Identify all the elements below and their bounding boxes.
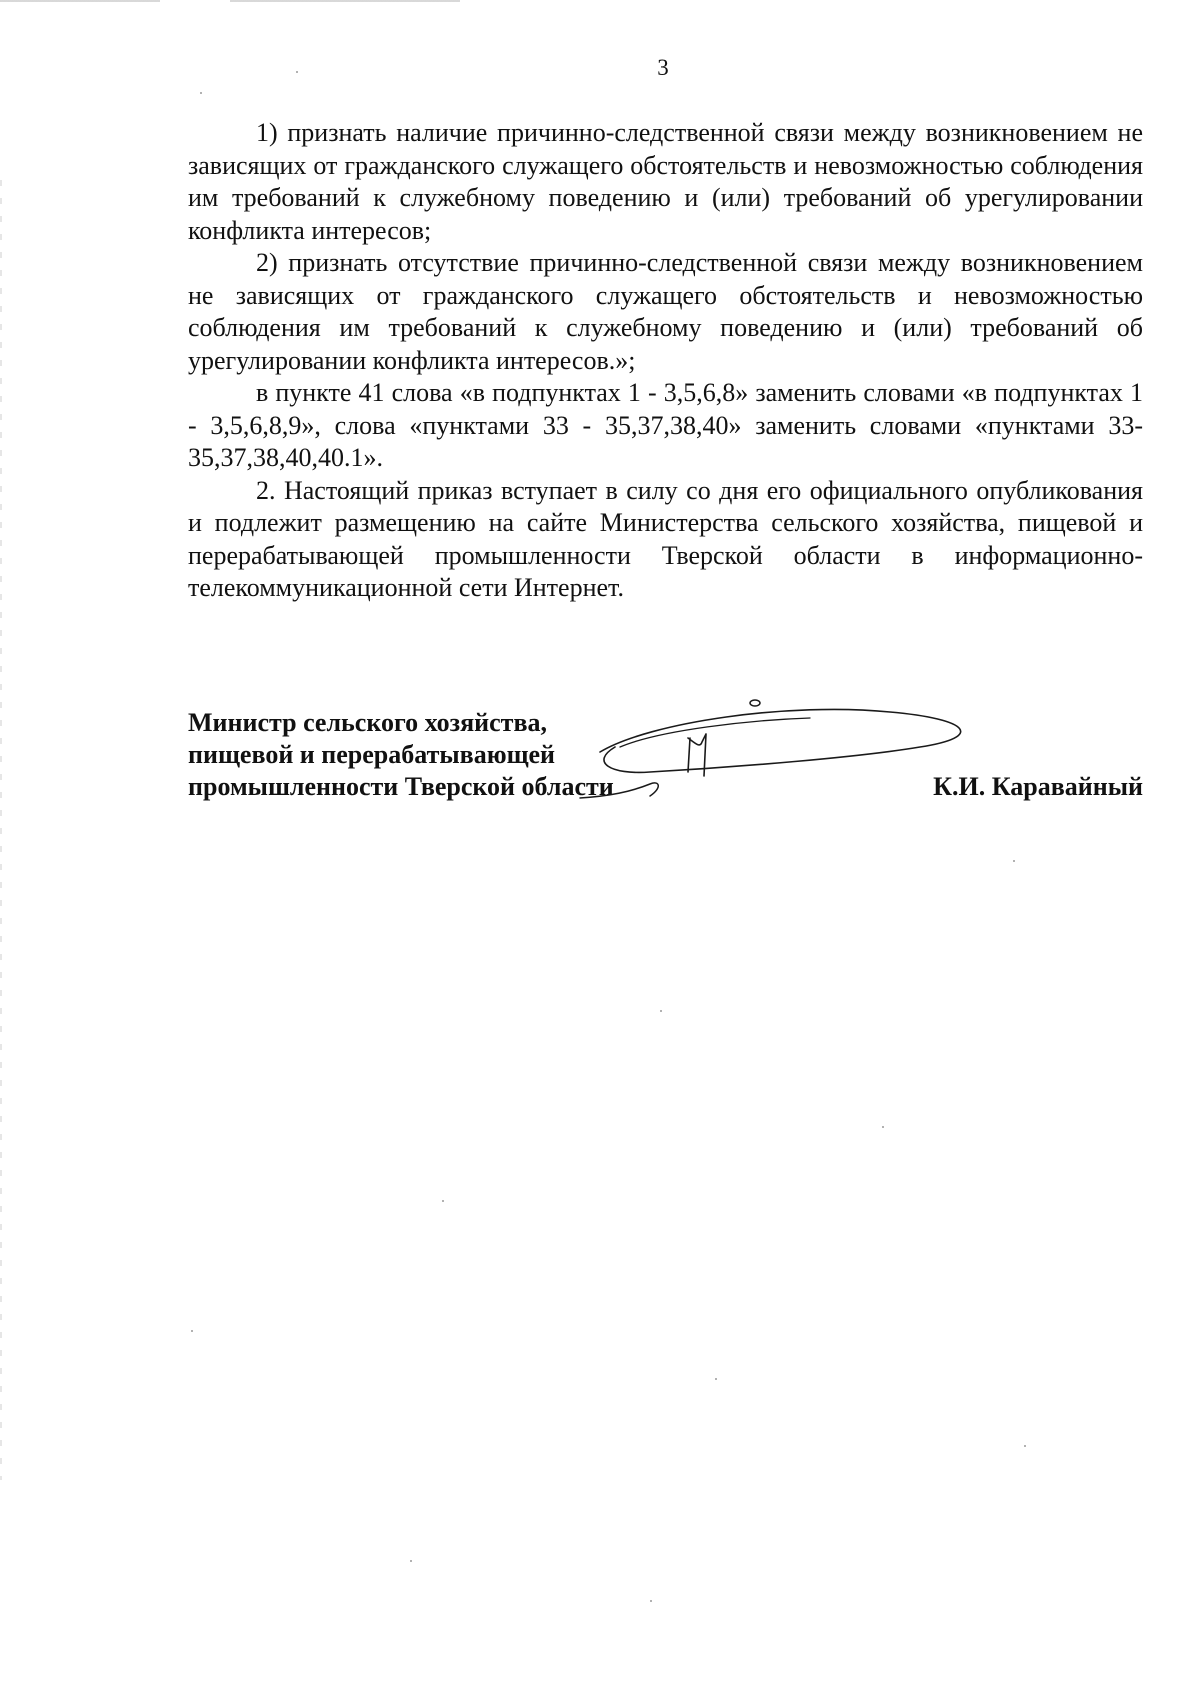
scan-speck (296, 71, 298, 73)
signatory-title-line: Министр сельского хозяйства, (188, 708, 547, 737)
scan-speck (1013, 860, 1015, 862)
scan-speck (191, 1330, 193, 1332)
scan-speck (200, 92, 202, 94)
paragraph-effective-date: 2. Настоящий приказ вступает в силу со дня его официального опубликования и подлежит размещению на сайте Министерства сельского хозяйства, пищевой и перерабатывающей промышленности Тверской области в информационно-телекоммуникационной сети Интернет. (188, 475, 1143, 602)
scan-speck (882, 1126, 884, 1128)
page-number: 3 (657, 55, 669, 80)
paragraph-item-1: 1) признать наличие причинно-следственной связи между возникновением не зависящих от гражданского служащего обстоятельств и невозможностью соблюдения им требований к служебному поведению и (или) требований об урегулировании конфликта интересов; (188, 118, 1143, 245)
document-body (188, 117, 1143, 605)
paragraph-amendment-41: в пункте 41 слова «в подпунктах 1 - 3,5,6,8» заменить словами «в подпунктах 1 - 3,5,6,8,9», слова «пунктами 33 - 35,37,38,40» заменить словами «пунктами 33-35,37,38,40,40.1». (188, 378, 1143, 472)
scan-speck (715, 1378, 717, 1380)
scan-edge-left (0, 180, 2, 1480)
scan-speck (1024, 1445, 1026, 1447)
signatory-title (188, 707, 614, 803)
scan-speck (410, 1560, 412, 1562)
handwritten-signature (590, 692, 980, 822)
signatory-title-line: пищевой и перерабатывающей (188, 740, 556, 769)
scan-speck (660, 1010, 662, 1012)
signatory-title-line: промышленности Тверской области (188, 772, 614, 801)
signatory-name: К.И. Каравайный (933, 772, 1143, 801)
scan-speck (442, 1200, 444, 1202)
scan-speck (650, 1600, 652, 1602)
paragraph-item-2: 2) признать отсутствие причинно-следственной связи между возникновением не зависящих от гражданского служащего обстоятельств и невозможностью соблюдения им требований к служебному поведению и (или) требований об урегулировании конфликта интересов.»; (188, 248, 1143, 375)
scan-edge-top (0, 0, 1200, 2)
